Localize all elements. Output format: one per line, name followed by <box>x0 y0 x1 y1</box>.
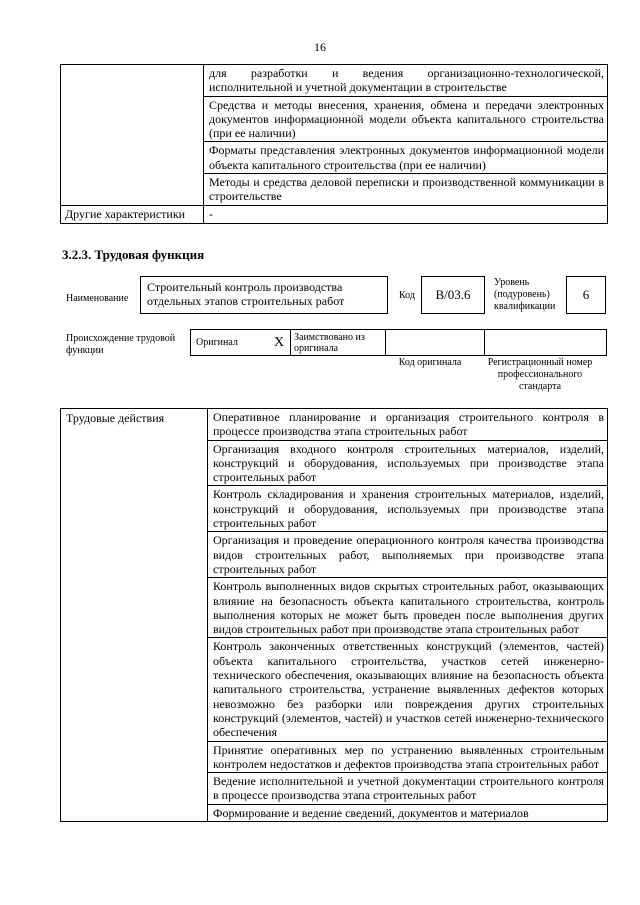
table-row <box>61 65 608 97</box>
reg-number-label: Регистрационный номер профессионального стандарта <box>487 357 593 392</box>
code-label: Код <box>399 290 415 301</box>
work-action-item: Принятие оперативных мер по устранению выявленных строительным контролем недостатков и дефектов производства этапа строительных работ <box>213 742 604 771</box>
qualification-level-label: Уровень (подуровень) квалификации <box>494 277 556 312</box>
table-row <box>191 330 607 356</box>
table-row <box>61 205 608 223</box>
work-action-item: Организация входного контроля строительных материалов, изделий, конструкций и оборудования, используемых при производстве этапа строительных работ <box>213 441 604 485</box>
work-action-item: Ведение исполнительной и учетной документации строительного контроля в процессе производства этапа строительных работ <box>213 774 604 803</box>
table-cell <box>204 174 608 206</box>
code-original-label: Код оригинала <box>398 357 462 368</box>
original-label: Оригинал <box>191 330 275 356</box>
work-action-item: Контроль законченных ответственных конструкций (элементов, частей) объекта капитального строительства, участков сетей инженерно-технического обеспечения, оказывающих влияние на безопасность объекта капитального строительства, устранение выявленных дефектов которых невозможно без разборки или повреждения других строительных конструкций (элементов, частей) и участков сетей инженерно-технического обеспечения <box>213 639 604 740</box>
table-cell <box>208 578 608 638</box>
work-action-item: Организация и проведение операционного контроля качества производства видов строительных работ, выполняемых при производстве этапа строительных работ <box>213 533 604 576</box>
borrowed-label: Заимствовано из оригинала <box>291 330 386 356</box>
table-cell <box>208 773 608 805</box>
function-name: Строительный контроль производства отдельных этапов строительных работ <box>140 276 388 314</box>
table-cell <box>204 65 608 97</box>
code-original-cell <box>386 330 485 356</box>
table-cell <box>204 142 608 174</box>
work-action-item: Контроль выполненных видов скрытых строительных работ, оказывающих влияние на безопасность объекта капитального строительства, контроль выполнения которых не может быть проведен после выполнения других видов строительных работ при производстве этапа строительных работ <box>213 579 604 637</box>
page-number: 16 <box>314 40 326 54</box>
table-cell <box>208 804 608 821</box>
section-title: 3.2.3. Трудовая функция <box>62 247 205 262</box>
work-action-item: Формирование и ведение сведений, документов и материалов <box>213 805 529 820</box>
table-cell <box>208 638 608 741</box>
table-cell <box>208 741 608 773</box>
knowledge-item: Форматы представления электронных документов информационной модели объекта капитального строительства (при ее наличии) <box>209 143 604 172</box>
table-cell <box>204 205 608 223</box>
reg-number-cell <box>485 330 607 356</box>
continuation-table <box>60 64 608 224</box>
work-actions-label: Трудовые действия <box>61 409 208 822</box>
origin-table <box>190 329 607 356</box>
work-action-item: Оперативное планирование и организация строительного контроля в процессе производства этапа строительных работ <box>213 410 604 439</box>
table-row <box>61 409 608 441</box>
table-cell <box>204 96 608 142</box>
knowledge-item: для разработки и ведения организационно-технологической, исполнительной и учетной документации в строительстве <box>209 66 604 95</box>
table-cell <box>208 409 608 441</box>
function-code: B/03.6 <box>421 276 485 314</box>
table-cell <box>208 532 608 578</box>
other-characteristics-value: - <box>209 206 213 221</box>
qualification-level: 6 <box>566 276 606 314</box>
knowledge-item: Средства и методы внесения, хранения, обмена и передачи электронных документов информационной модели объекта капитального строительства (при ее наличии) <box>209 97 604 141</box>
table-cell <box>208 440 608 486</box>
knowledge-item: Методы и средства деловой переписки и производственной коммуникации в строительстве <box>209 175 604 204</box>
empty-label-cell <box>61 65 204 206</box>
work-actions-table <box>60 408 608 822</box>
origin-label: Происхождение трудовой функции <box>66 333 176 356</box>
original-mark: X <box>274 330 291 356</box>
table-cell <box>208 486 608 532</box>
other-characteristics-label: Другие характеристики <box>61 205 204 223</box>
work-action-item: Контроль складирования и хранения строительных материалов, изделий, конструкций и оборудования, используемых при производстве этапа строительных работ <box>213 487 604 531</box>
name-label: Наименование <box>66 293 129 304</box>
